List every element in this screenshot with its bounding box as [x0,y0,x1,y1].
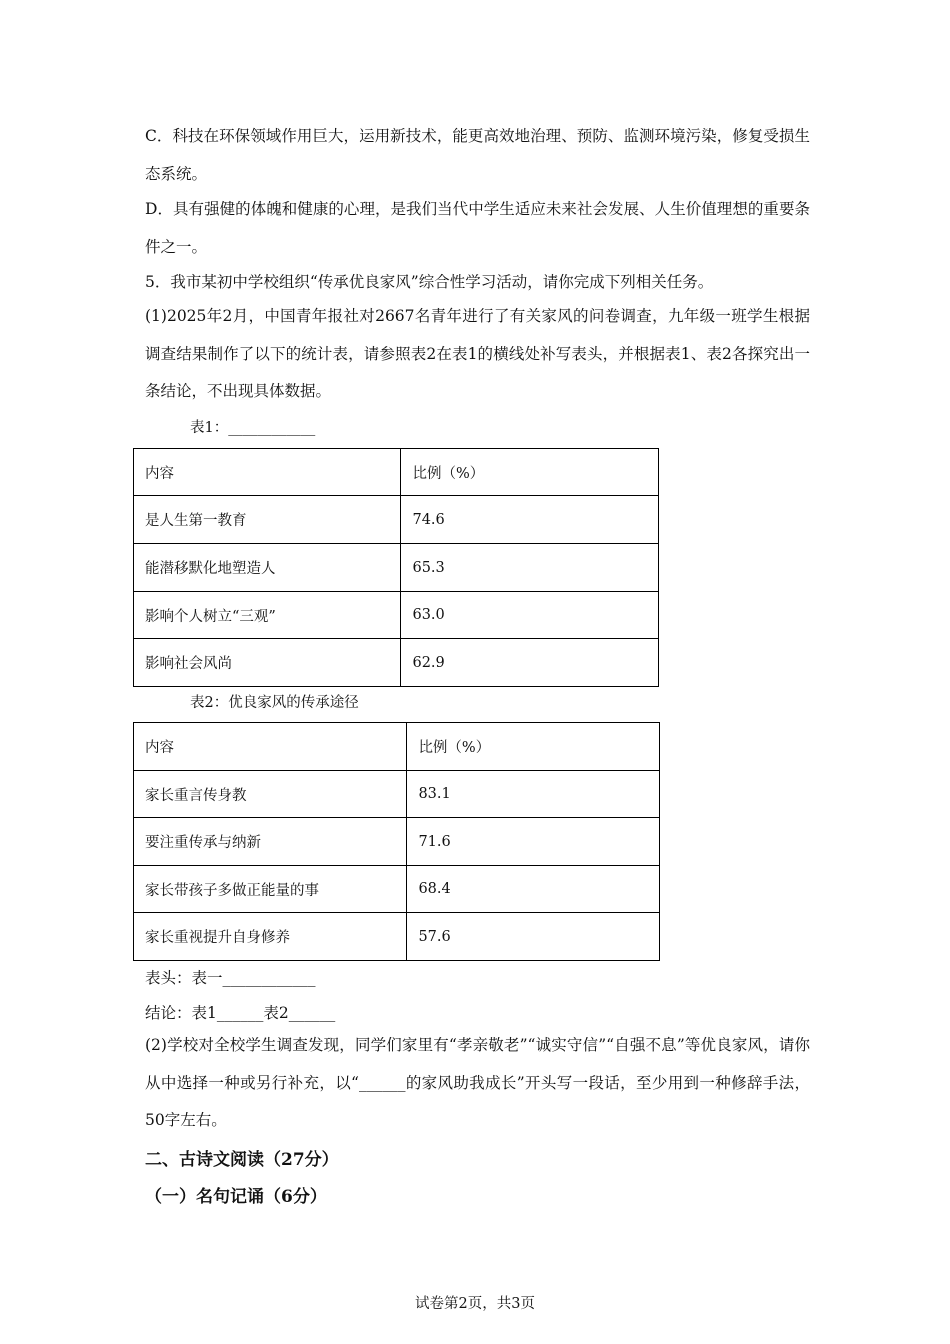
table-1-header-row [134,449,659,496]
table-row [134,913,660,961]
table-cell-ratio: 74.6 [401,496,659,544]
answer-header-line: 表头：表一____________ [145,969,316,987]
table-2-header-content: 内容 [134,723,407,771]
table-cell-ratio: 83.1 [407,771,660,818]
table-row [134,496,659,544]
table-cell-ratio: 65.3 [401,544,659,592]
table-2-caption: 表2：优良家风的传承途径 [190,695,359,711]
table-row [134,544,659,592]
table-1-header-content: 内容 [134,449,401,496]
table-2 [133,722,660,961]
table-row [134,639,659,687]
table-row [134,592,659,639]
table-row [134,771,660,818]
question-5-part-2: (2)学校对全校学生调查发现，同学们家里有“孝亲敬老”“诚实守信”“自强不息”等优良家风，请你从中选择一种或另行补充，以“______的家风助我成长”开头写一段话，至少用到一种修辞手法，50字左右。 [145,1036,810,1129]
table-1 [133,448,659,687]
answer-conclusion-line: 结论：表1______表2______ [145,1004,336,1022]
table-cell-ratio: 57.6 [407,913,660,961]
section-2-title: 二、古诗文阅读（27分） [145,1150,339,1170]
table-cell-ratio: 71.6 [407,818,660,866]
table-row [134,818,660,866]
table-1-caption: 表1：____________ [190,420,316,436]
table-cell-content: 家长重言传身教 [134,771,407,818]
table-2-header-ratio: 比例（%） [407,723,660,771]
table-cell-ratio: 62.9 [401,639,659,687]
table-row [134,866,660,913]
table-2-header-row [134,723,660,771]
table-cell-content: 影响社会风尚 [134,639,401,687]
table-cell-ratio: 63.0 [401,592,659,639]
table-cell-content: 影响个人树立“三观” [134,592,401,639]
option-c: C．科技在环保领域作用巨大，运用新技术，能更高效地治理、预防、监测环境污染，修复受损生态系统。 [145,127,810,183]
table-cell-ratio: 68.4 [407,866,660,913]
table-cell-content: 要注重传承与纳新 [134,818,407,866]
table-cell-content: 是人生第一教育 [134,496,401,544]
page-footer: 试卷第2页，共3页 [415,1296,535,1312]
table-cell-content: 家长重视提升自身修养 [134,913,407,961]
table-cell-content: 能潜移默化地塑造人 [134,544,401,592]
section-2-sub-title: （一）名句记诵（6分） [145,1187,327,1207]
table-cell-content: 家长带孩子多做正能量的事 [134,866,407,913]
question-5-part-1: (1)2025年2月，中国青年报社对2667名青年进行了有关家风的问卷调查，九年级一班学生根据调查结果制作了以下的统计表，请参照表2在表1的横线处补写表头，并根据表1、表2各探究出一条结论，不出现具体数据。 [145,307,810,400]
table-1-header-ratio: 比例（%） [401,449,659,496]
option-d: D．具有强健的体魄和健康的心理，是我们当代中学生适应未来社会发展、人生价值理想的重要条件之一。 [145,200,810,256]
question-5-stem: 5．我市某初中学校组织“传承优良家风”综合性学习活动，请你完成下列相关任务。 [145,273,714,291]
